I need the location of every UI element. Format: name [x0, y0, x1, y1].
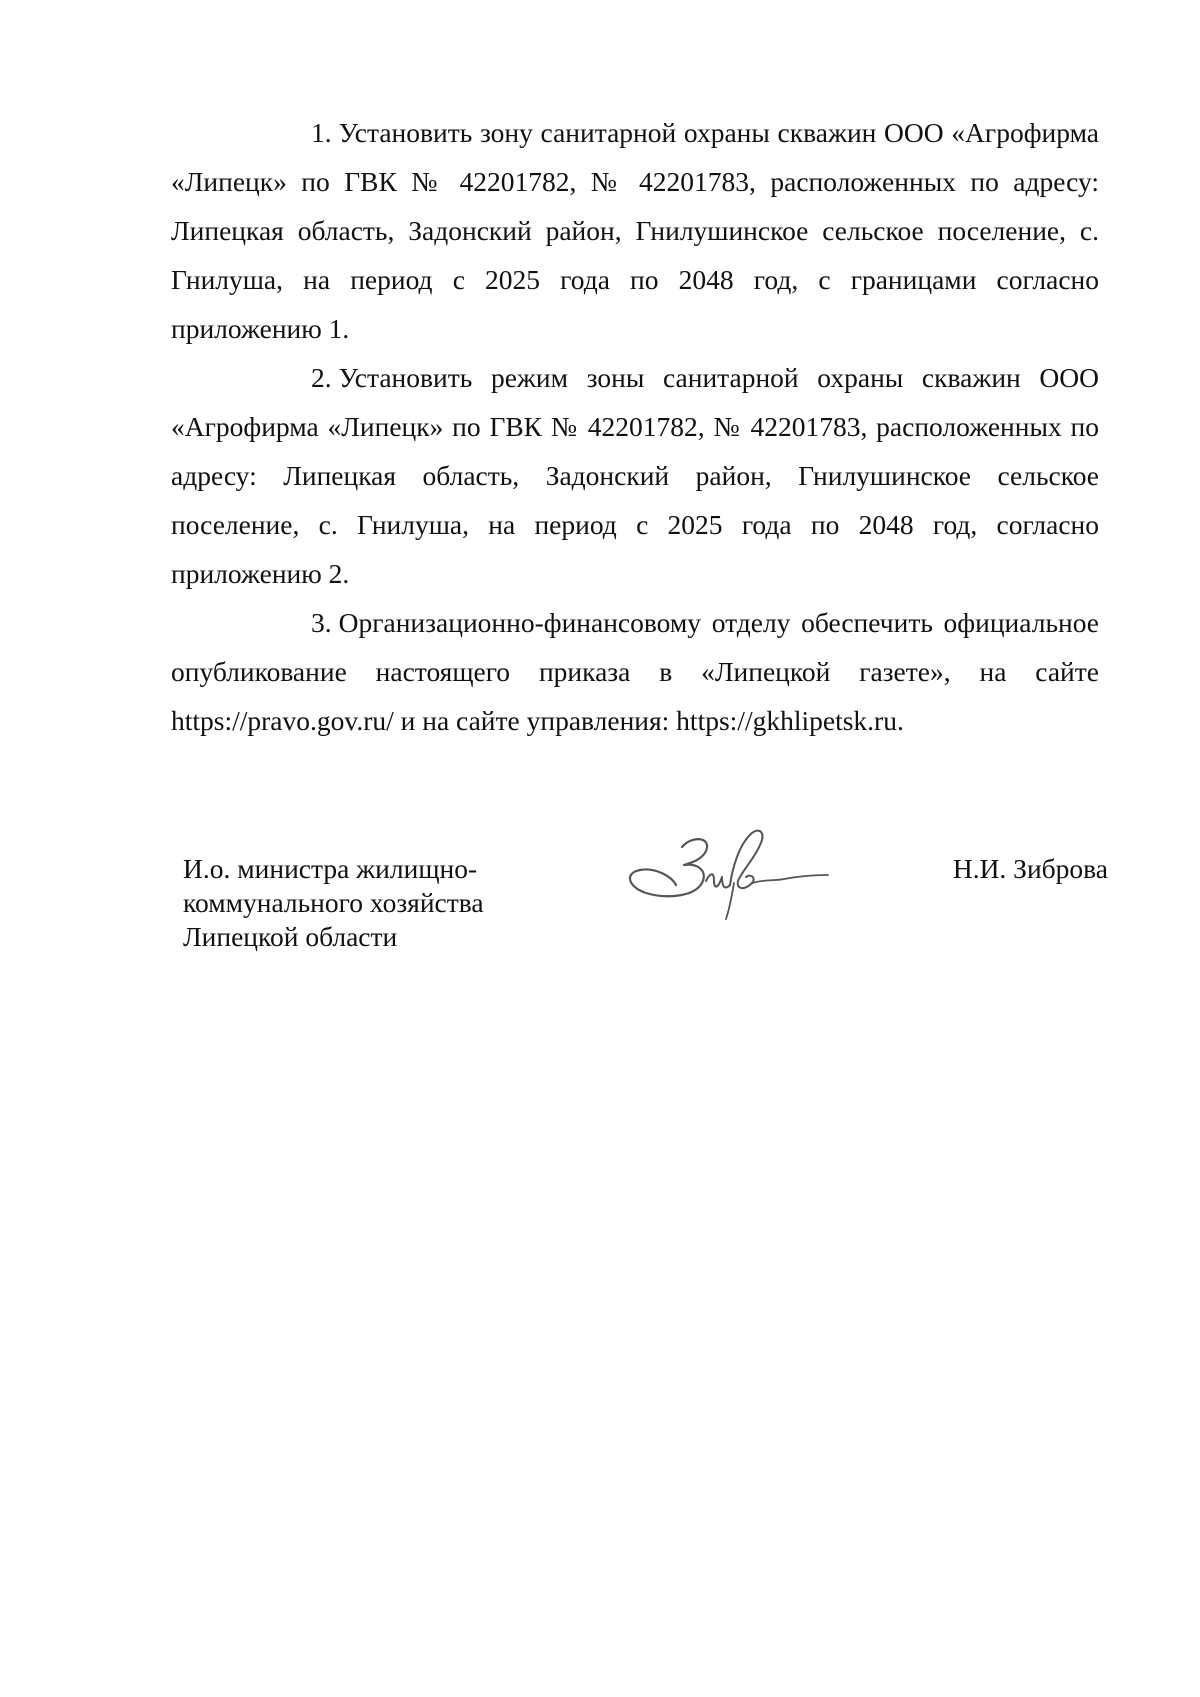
order-item-3	[171, 598, 1099, 745]
signature-stroke	[630, 839, 707, 896]
item-text: Организационно-финансовому отделу обеспечить официальное опубликование настоящего приказа в «Липецкой газете», на сайте https://pravo.gov.ru/ и на сайте управления: https://gkhlipetsk.ru.	[171, 607, 1099, 736]
order-item-2	[171, 353, 1099, 598]
item-number: 1.	[311, 117, 332, 148]
signer-name: Н.И. Зиброва	[952, 853, 1108, 884]
signer-position: И.о. министра жилищно- коммунального хозяйства Липецкой области	[183, 853, 484, 952]
signature-stroke	[706, 874, 730, 887]
signature-stroke	[730, 831, 762, 888]
item-number: 3.	[311, 607, 332, 638]
signature-stroke	[726, 883, 734, 919]
signature-stroke	[752, 875, 828, 883]
document-body	[171, 108, 1099, 745]
item-text: Установить зону санитарной охраны скважин ООО «Агрофирма «Липецк» по ГВК № 42201782, № 42201783, расположенных по адресу: Липецкая область, Задонский район, Гнилушинское сельское поселение, с. Гнилуша, на период с 2025 года по 2048 год, с границами согласно приложению 1.	[171, 117, 1099, 344]
item-number: 2.	[311, 362, 332, 393]
order-item-1	[171, 108, 1099, 353]
handwritten-signature	[620, 825, 830, 930]
item-text: Установить режим зоны санитарной охраны скважин ООО «Агрофирма «Липецк» по ГВК № 42201782, № 42201783, расположенных по адресу: Липецкая область, Задонский район, Гнилушинское сельское поселение, с. Гнилуша, на период с 2025 года по 2048 год, согласно приложению 2.	[171, 362, 1099, 589]
